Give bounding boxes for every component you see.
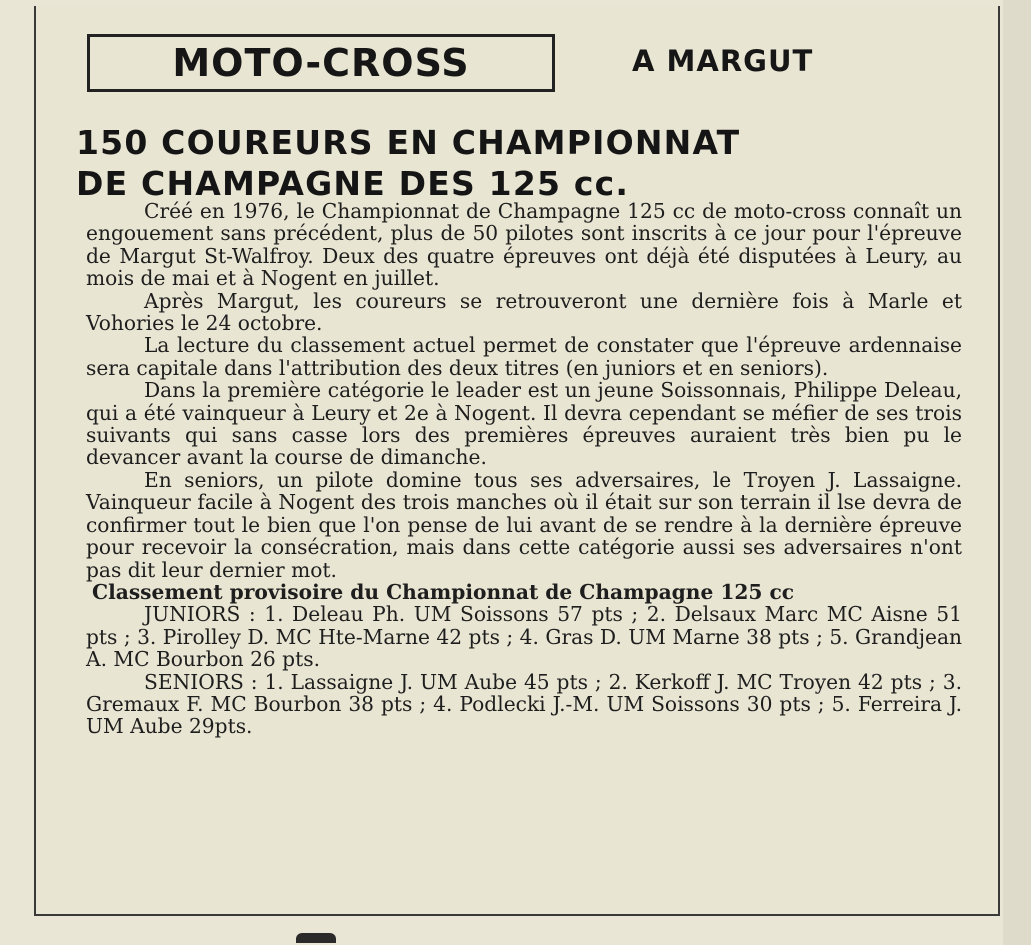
rubric-label: MOTO-CROSS <box>87 34 555 92</box>
adjacent-page-edge <box>1003 0 1031 945</box>
headline-line-1: 150 COUREURS EN CHAMPIONNAT <box>76 123 741 162</box>
article-paragraph: La lecture du classement actuel permet de constater que l'épreuve ardennaise sera capitale dans l'attribution des deux titres (en juniors et en seniors). <box>86 333 962 380</box>
standings-juniors: JUNIORS : 1. Deleau Ph. UM Soissons 57 pts ; 2. Delsaux Marc MC Aisne 51 pts ; 3. Pirolley D. MC Hte-Marne 42 pts ; 4. Gras D. UM Marne 38 pts ; 5. Grandjean A. MC Bourbon 26 pts. <box>86 602 962 672</box>
article-paragraph: En seniors, un pilote domine tous ses adversaires, le Troyen J. Lassaigne. Vainqueur facile à Nogent des trois manches où il était sur son terrain il lse devra de confirmer tout le bien que l'on pense de lui avant de se rendre à la dernière épreuve pour recevoir la consécration, mais dans cette catégorie aussi ses adversaires n'ont pas dit leur dernier mot. <box>86 467 962 582</box>
next-article-fragment <box>296 933 336 943</box>
headline-line-2: DE CHAMPAGNE DES 125 cc. <box>76 164 630 203</box>
article-headline <box>76 122 966 204</box>
article-paragraph: Dans la première catégorie le leader est un jeune Soissonnais, Philippe Deleau, qui a été vainqueur à Leury et 2e à Nogent. Il devra cependant se méfier de ses trois suivants qui sans casse lors des premières épreuves auraient très bien pu le devancer avant la course de dimanche. <box>86 378 962 470</box>
standings-seniors: SENIORS : 1. Lassaigne J. UM Aube 45 pts ; 2. Kerkoff J. MC Troyen 42 pts ; 3. Gremaux F. MC Bourbon 38 pts ; 4. Podlecki J.-M. UM Soissons 30 pts ; 5. Ferreira J. UM Aube 29pts. <box>86 669 962 739</box>
standings-title: Classement provisoire du Championnat de Champagne 125 cc <box>92 579 795 604</box>
event-location: A MARGUT <box>632 44 814 78</box>
article-body <box>86 200 962 738</box>
article-paragraph: Créé en 1976, le Championnat de Champagne 125 cc de moto-cross connaît un engouement sans précédent, plus de 50 pilotes sont inscrits à ce jour pour l'épreuve de Margut St-Walfroy. Deux des quatre épreuves ont déjà été disputées à Leury, au mois de mai et à Nogent en juillet. <box>86 199 962 291</box>
article-paragraph: Après Margut, les coureurs se retrouveront une dernière fois à Marle et Vohories le 24 octobre. <box>86 288 962 336</box>
